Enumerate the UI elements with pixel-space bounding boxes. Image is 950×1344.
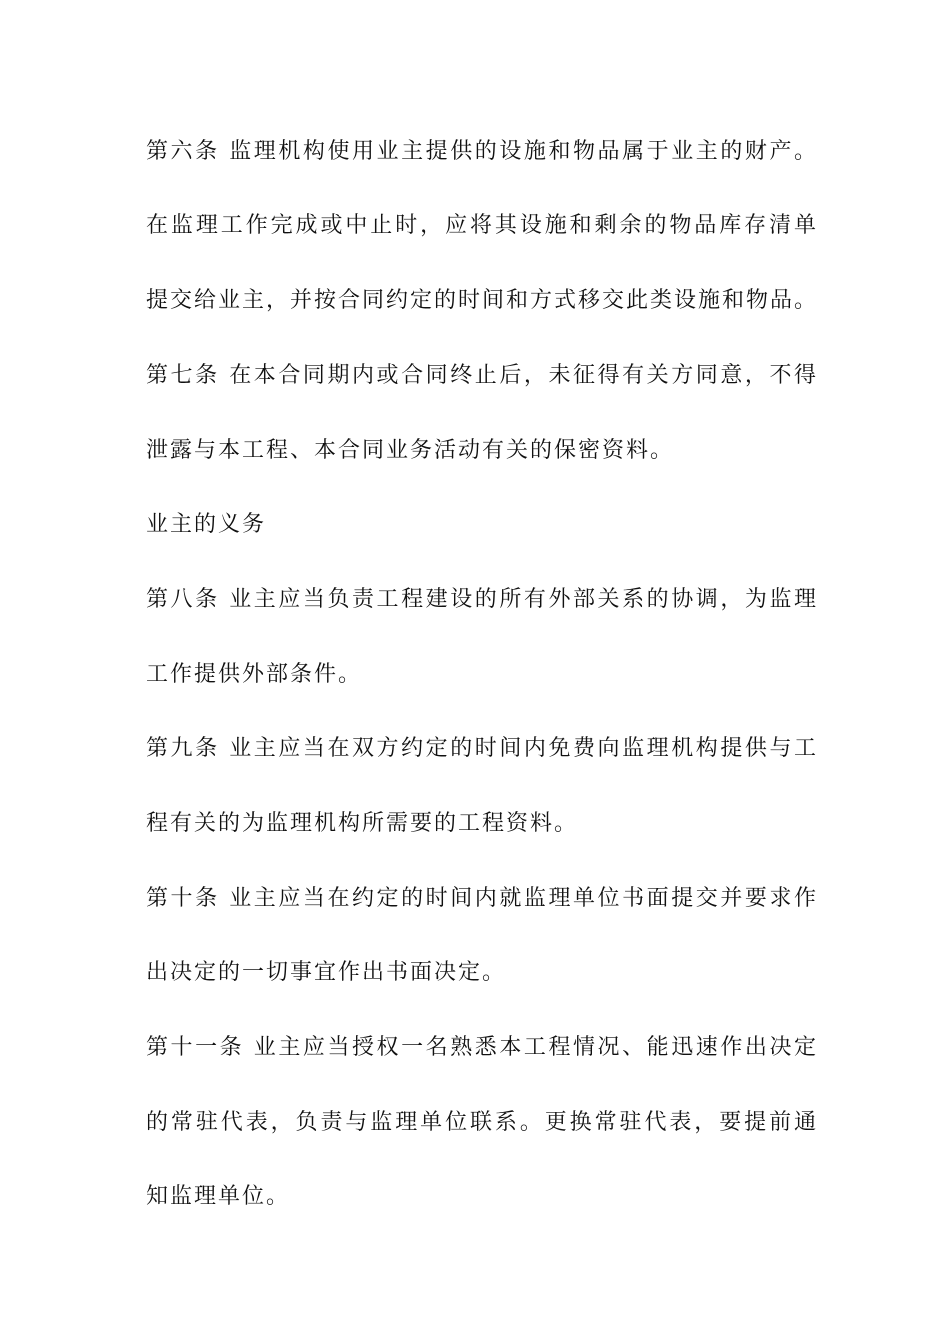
- article-10-line-1: 第十条 业主应当在约定的时间内就监理单位书面提交并要求作: [146, 886, 816, 911]
- article-11-line-2: 的常驻代表，负责与监理单位联系。更换常驻代表，要提前通: [146, 1110, 816, 1135]
- article-7-line-2: 泄露与本工程、本合同业务活动有关的保密资料。: [146, 438, 675, 463]
- article-8-line-2: 工作提供外部条件。: [146, 662, 363, 687]
- article-9-line-1: 第九条 业主应当在双方约定的时间内免费向监理机构提供与工: [146, 736, 816, 761]
- article-6-line-1: 第六条 监理机构使用业主提供的设施和物品属于业主的财产。: [146, 139, 816, 164]
- article-11-line-1: 第十一条 业主应当授权一名熟悉本工程情况、能迅速作出决定: [146, 1035, 816, 1060]
- article-6-line-3: 提交给业主，并按合同约定的时间和方式移交此类设施和物品。: [146, 288, 816, 313]
- article-10-line-2: 出决定的一切事宜作出书面决定。: [146, 960, 507, 985]
- article-7-line-1: 第七条 在本合同期内或合同终止后，未征得有关方同意，不得: [146, 363, 816, 388]
- article-8-line-1: 第八条 业主应当负责工程建设的所有外部关系的协调，为监理: [146, 587, 816, 612]
- article-9-line-2: 程有关的为监理机构所需要的工程资料。: [146, 811, 579, 836]
- section-heading: 业主的义务: [146, 512, 267, 537]
- article-11-line-3: 知监理单位。: [146, 1184, 291, 1209]
- article-6-line-2: 在监理工作完成或中止时，应将其设施和剩余的物品库存清单: [146, 213, 816, 238]
